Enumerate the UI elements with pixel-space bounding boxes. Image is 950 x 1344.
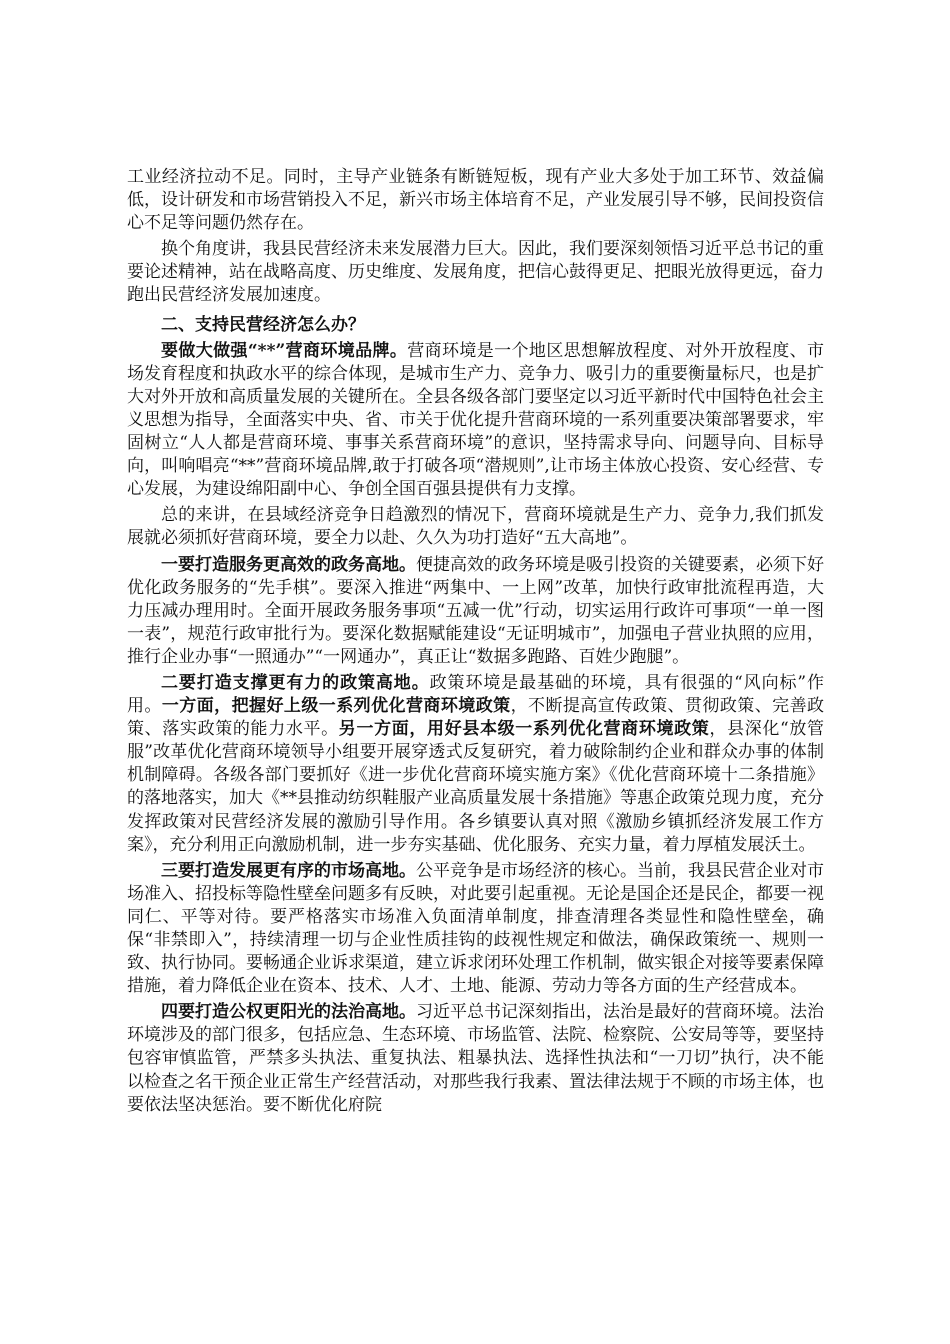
- paragraph-lead: 四要打造公权更阳光的法治高地。: [161, 1002, 416, 1023]
- paragraph-text: ，不断提高宣传政策、贯彻政策、完善政策、落实政策的能力水平。: [127, 696, 825, 740]
- paragraph-business-environment-brand: [127, 340, 824, 502]
- paragraph-text: 政策环境是最基础的环境，具有很强的“风向标”作用。: [127, 672, 824, 717]
- paragraph-text: 习近平总书记深刻指出，法治是最好的营商环境。法治环境涉及的部门很多，包括应急、生态环境、市场监管、法院、检察院、公安局等等，要坚持包容审慎监管，严禁多头执法、重复执法、粗暴执法、选择性执法和“一刀切”执行，决不能以检查之名干预企业正常生产经营活动，对那些我行我素、置法律法规于不顾的市场主体，也要依法坚决惩治。要不断优化府院: [127, 1002, 824, 1115]
- section-heading-support-private-economy: [127, 314, 824, 337]
- paragraph-lead: 三要打造发展更有序的市场高地。: [161, 860, 416, 881]
- paragraph-five-highlands: 总的来讲，在县域经济竞争日趋激烈的情况下，营商环境就是生产力、竞争力,我们抓发展就必须抓好营商环境，要全力以赴、久久为功打造好“五大高地”。: [127, 505, 824, 549]
- paragraph-emphasis: 另一方面，用好县本级一系列优化营商环境政策: [338, 719, 710, 740]
- paragraph-text: ，县深化“放管服”改革优化营商环境领导小组要开展穿透式反复研究，着力破除制约企业和群众办事的体制机制障碍。各级各部门要抓好《进一步优化营商环境实施方案》《优化营商环境十二条措施》的落地落实，加大《**县推动纺织鞋服产业高质量发展十条措施》等惠企政策兑现力度，充分发挥政策对民营经济发展的激励引导作用。各乡镇要认真对照《激励乡镇抓经济发展工作方案》，充分利用正向激励机制，进一步夯实基础、优化服务、充实力量，着力厚植发展沃土。: [127, 719, 825, 855]
- document-body: [127, 166, 824, 1117]
- paragraph-policy-highland: [127, 672, 824, 857]
- paragraph-rule-of-law-highland: [127, 1001, 824, 1116]
- paragraph-government-service-highland: [127, 554, 824, 669]
- paragraph-lead: 一要打造服务更高效的政务高地。: [161, 554, 416, 575]
- paragraph-lead: 要做大做强“**”营商环境品牌。: [161, 340, 408, 361]
- paragraph-text: 便捷高效的政务环境是吸引投资的关键要素，必须下好优化政务服务的“先手棋”。要深入推进“两集中、一上网”改革，加快行政审批流程再造，大力压减办理用时。全面开展政务服务事项“五减一优”行动，切实运用行政许可事项“一单一图一表”，规范行政审批行为。要深化数据赋能建设“无证明城市”，加强电子营业执照的应用，推行企业办事“一照通办”“一网通办”，真正让“数据多跑路、百姓少跑腿”。: [127, 554, 824, 667]
- paragraph-text: 营商环境是一个地区思想解放程度、对外开放程度、市场发育程度和执政水平的综合体现，是城市生产力、竞争力、吸引力的重要衡量标尺，也是扩大对外开放和高质量发展的关键所在。全县各级各部门要坚定以习近平新时代中国特色社会主义思想为指导，全面落实中央、省、市关于优化提升营商环境的一系列重要决策部署要求，牢固树立“人人都是营商环境、事事关系营商环境”的意识，坚持需求导向、问题导向、目标导向，叫响唱亮“**”营商环境品牌,敢于打破各项“潜规则”,让市场主体放心投资、安心经营、专心发展，为建设绵阳副中心、争创全国百强县提供有力支撑。: [127, 340, 825, 500]
- paragraph-development-potential: 换个角度讲，我县民营经济未来发展潜力巨大。因此，我们要深刻领悟习近平总书记的重要论述精神，站在战略高度、历史维度、发展角度，把信心鼓得更足、把眼光放得更远，奋力跑出民营经济发展加速度。: [127, 239, 824, 306]
- paragraph-industry-shortfall: 工业经济拉动不足。同时，主导产业链条有断链短板，现有产业大多处于加工环节、效益偏低，设计研发和市场营销投入不足，新兴市场主体培育不足，产业发展引导不够，民间投资信心不足等问题仍然存在。: [127, 167, 824, 234]
- heading-text: 二、支持民营经济怎么办？: [161, 314, 365, 335]
- paragraph-lead: 二要打造支撑更有力的政策高地。: [161, 672, 430, 693]
- paragraph-market-highland: [127, 860, 824, 999]
- paragraph-emphasis: 一方面，把握好上级一系列优化营商环境政策: [161, 696, 511, 717]
- paragraph-text: 公平竞争是市场经济的核心。当前，我县民营企业对市场准入、招投标等隐性壁垒问题多有反映，对此要引起重视。无论是国企还是民企，都要一视同仁、平等对待。要严格落实市场准入负面清单制度，排查清理各类显性和隐性壁垒，确保“非禁即入”，持续清理一切与企业性质挂钩的歧视性规定和做法，确保政策统一、规则一致、执行协同。要畅通企业诉求渠道，建立诉求闭环处理工作机制，做实银企对接等要素保障措施，着力降低企业在资本、技术、人才、土地、能源、劳动力等各方面的生产经营成本。: [127, 860, 824, 997]
